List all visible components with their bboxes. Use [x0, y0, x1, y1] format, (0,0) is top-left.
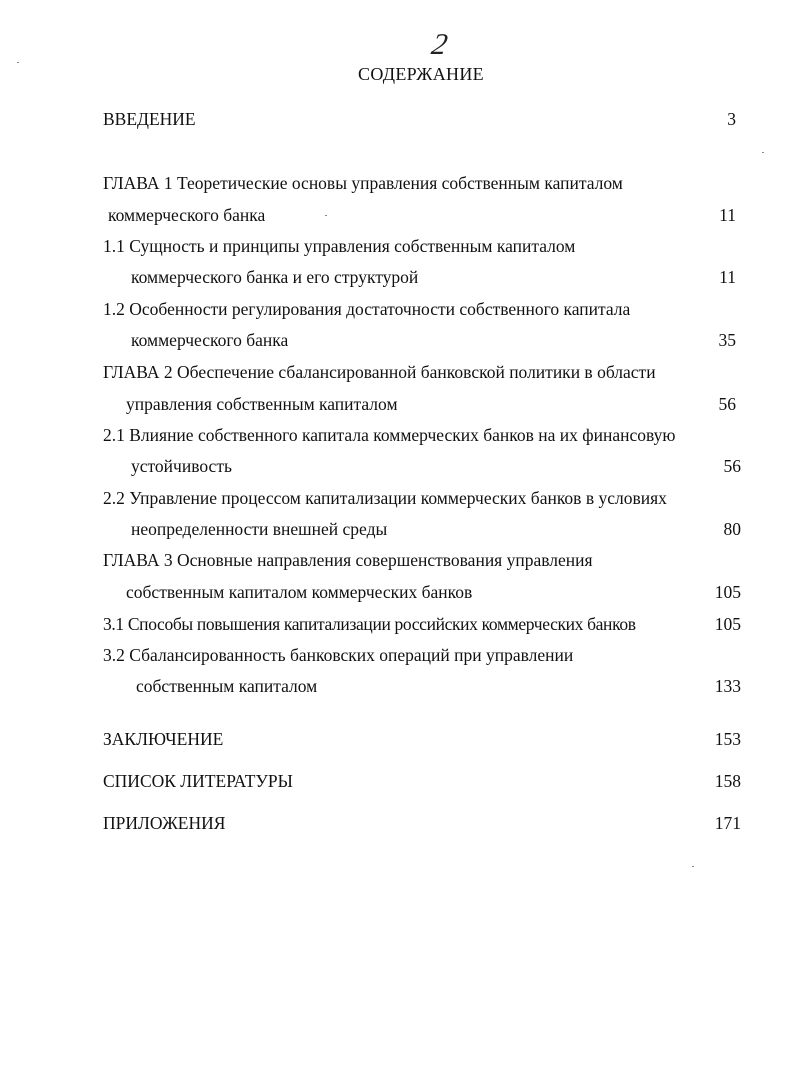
- toc-ch3-page: 105: [714, 582, 741, 602]
- toc-conclusion-page: 153: [714, 729, 741, 749]
- handwritten-page-number: 2: [429, 28, 450, 61]
- toc-ch2-line2: управления собственным капиталом: [126, 394, 398, 414]
- toc-ch1-page: 11: [719, 205, 736, 225]
- toc-appendices-page: 171: [714, 813, 741, 833]
- toc-appendices-label: ПРИЛОЖЕНИЯ: [103, 813, 226, 833]
- toc-s1-2-line2: коммерческого банка: [131, 330, 289, 350]
- toc-s1-1-page: 11: [719, 267, 736, 287]
- toc-ch1-line2: коммерческого банка: [108, 205, 266, 225]
- toc-s3-2-line2: собственным капиталом: [136, 676, 318, 696]
- toc-s3-1-page: 105: [714, 614, 741, 634]
- toc-s1-2-page: 35: [718, 330, 736, 350]
- toc-s1-1-line1: 1.1 Сущность и принципы управления собственным капиталом: [103, 236, 576, 256]
- scan-speck: [692, 866, 694, 867]
- toc-s2-1-line1: 2.1 Влияние собственного капитала коммерческих банков на их финансовую: [103, 425, 676, 445]
- toc-title: СОДЕРЖАНИЕ: [358, 64, 484, 84]
- toc-s2-2-line2: неопределенности внешней среды: [131, 519, 388, 539]
- toc-ch2-line1: ГЛАВА 2 Обеспечение сбалансированной банковской политики в области: [103, 362, 656, 382]
- scan-speck: [762, 152, 764, 153]
- toc-s2-1-page: 56: [723, 456, 741, 476]
- toc-s1-2-line1: 1.2 Особенности регулирования достаточности собственного капитала: [103, 299, 631, 319]
- toc-s3-2-page: 133: [714, 676, 741, 696]
- toc-bibliography-label: СПИСОК ЛИТЕРАТУРЫ: [103, 771, 293, 791]
- toc-s3-2-line1: 3.2 Сбалансированность банковских операций при управлении: [103, 645, 574, 665]
- toc-ch1-line1: ГЛАВА 1 Теоретические основы управления собственным капиталом: [103, 173, 623, 193]
- toc-s2-2-page: 80: [723, 519, 741, 539]
- toc-bibliography-page: 158: [714, 771, 741, 791]
- toc-conclusion-label: ЗАКЛЮЧЕНИЕ: [103, 729, 224, 749]
- toc-ch3-line2: собственным капиталом коммерческих банков: [126, 582, 473, 602]
- toc-s1-1-line2: коммерческого банка и его структурой: [131, 267, 419, 287]
- toc-s3-1-label: 3.1 Способы повышения капитализации российских коммерческих банков: [103, 614, 636, 634]
- toc-s2-2-line1: 2.2 Управление процессом капитализации коммерческих банков в условиях: [103, 488, 667, 508]
- scan-speck: [325, 215, 327, 216]
- scan-speck: [17, 62, 19, 63]
- toc-ch3-line1: ГЛАВА 3 Основные направления совершенствования управления: [103, 550, 593, 570]
- toc-intro-page: 3: [727, 109, 736, 129]
- toc-ch2-page: 56: [718, 394, 736, 414]
- toc-s2-1-line2: устойчивость: [131, 456, 232, 476]
- toc-intro-label: ВВЕДЕНИЕ: [103, 109, 196, 129]
